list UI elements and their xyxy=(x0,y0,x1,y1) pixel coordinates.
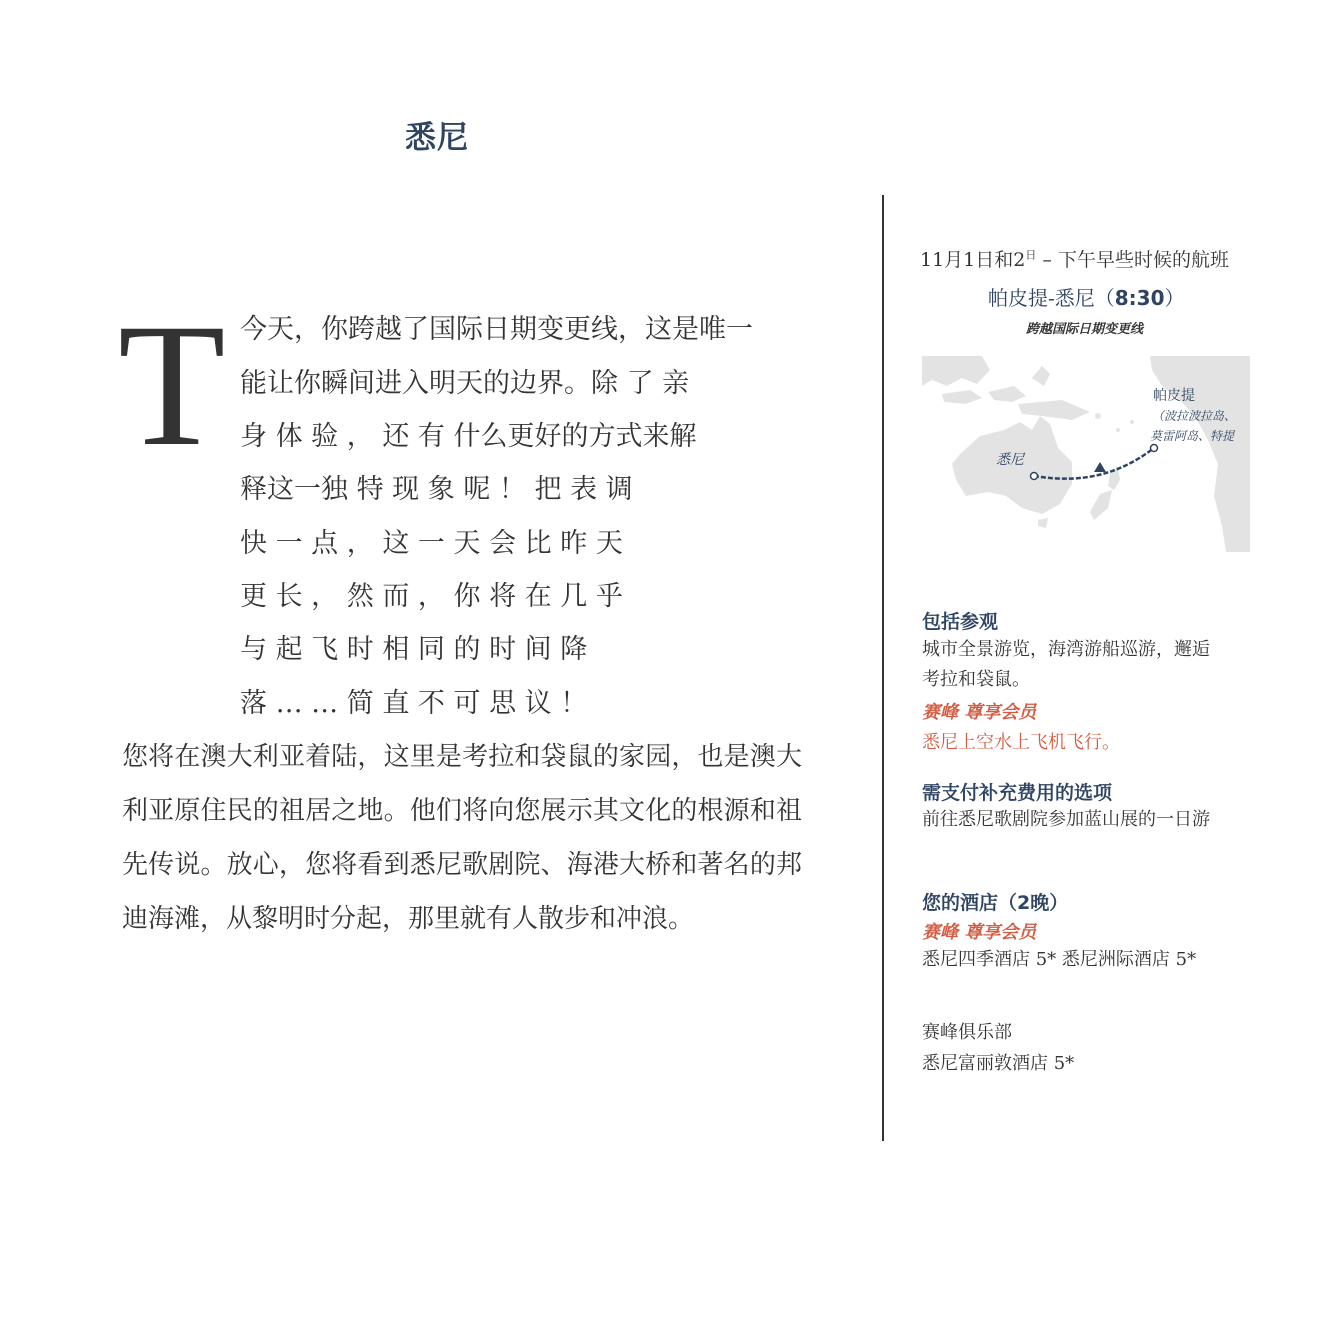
map-label-papeete: 帕皮提 xyxy=(1153,388,1195,404)
route-close: ） xyxy=(1164,286,1185,310)
intro-line: 今天，你跨越了国际日期变更线，这是唯一 xyxy=(240,314,753,345)
page-title: 悉尼 xyxy=(405,120,469,156)
drop-cap: T xyxy=(118,288,226,483)
included-premium-heading: 赛峰 尊享会员 xyxy=(922,702,1037,723)
intro-line: 快 一 点 ， 这 一 天 会 比 昨 天 xyxy=(240,528,623,559)
flight-date-prefix: 11月1日和2 xyxy=(920,249,1026,271)
flight-duration: 8:30 xyxy=(1114,286,1165,310)
flight-date-suffix: – 下午早些时候的航班 xyxy=(1036,249,1229,271)
intro-line: 身 体 验 ， 还 有 什么更好的方式来解 xyxy=(240,421,697,452)
route-map xyxy=(922,356,1250,552)
optional-heading: 需支付补充费用的选项 xyxy=(922,782,1113,804)
plane-icon xyxy=(1094,462,1106,472)
map-label-islands-2: 莫雷阿岛、特提 xyxy=(1149,429,1235,443)
map-land xyxy=(922,356,1250,552)
hotel-premium-text: 悉尼四季酒店 5* 悉尼洲际酒店 5* xyxy=(922,949,1197,970)
hotel-club-heading: 赛峰俱乐部 xyxy=(922,1022,1012,1043)
optional-text: 前往悉尼歌剧院参加蓝山展的一日游 xyxy=(922,809,1210,830)
included-premium-text: 悉尼上空水上飞机飞行。 xyxy=(922,732,1120,753)
hotel-heading: 您的酒店（2晚） xyxy=(922,892,1069,914)
flight-date-sup: 日 xyxy=(1025,248,1037,262)
flight-route xyxy=(988,282,1185,311)
intro-line: 更 长 ， 然 而 ， 你 将 在 几 乎 xyxy=(240,581,623,612)
dateline-note: 跨越国际日期变更线 xyxy=(1026,322,1144,337)
intro-line: 能让你瞬间进入明天的边界。除 了 亲 xyxy=(240,368,690,399)
flight-date xyxy=(920,245,1260,272)
hotel-club-text: 悉尼富丽敦酒店 5* xyxy=(922,1053,1075,1074)
included-text: 城市全景游览，海湾游船巡游，邂逅考拉和袋鼠。 xyxy=(922,639,1210,690)
hotel-premium-heading: 赛峰 尊享会员 xyxy=(922,922,1037,943)
intro-line: 与 起 飞 时 相 同 的 时 间 降 xyxy=(240,634,588,665)
map-label-sydney: 悉尼 xyxy=(996,452,1024,468)
map-label-islands: （波拉波拉岛、 xyxy=(1151,409,1237,423)
column-divider xyxy=(882,195,884,1141)
papeete-marker xyxy=(1151,445,1158,452)
route-text: 帕皮提-悉尼（ xyxy=(988,286,1115,310)
intro-line: 释这一独 特 现 象 呢 ！ 把 表 调 xyxy=(240,474,633,505)
included-heading: 包括参观 xyxy=(922,611,999,633)
body-paragraph: 您将在澳大利亚着陆，这里是考拉和袋鼠的家园，也是澳大利亚原住民的祖居之地。他们将向您展示其文化的根源和祖先传说。放心，您将看到悉尼歌剧院、海港大桥和著名的邦迪海滩，从黎明时分起，那里就有人散步和冲浪。 xyxy=(122,742,802,934)
sydney-marker xyxy=(1031,473,1038,480)
intro-line: 落 … … 简 直 不 可 思 议 ！ xyxy=(240,688,588,719)
